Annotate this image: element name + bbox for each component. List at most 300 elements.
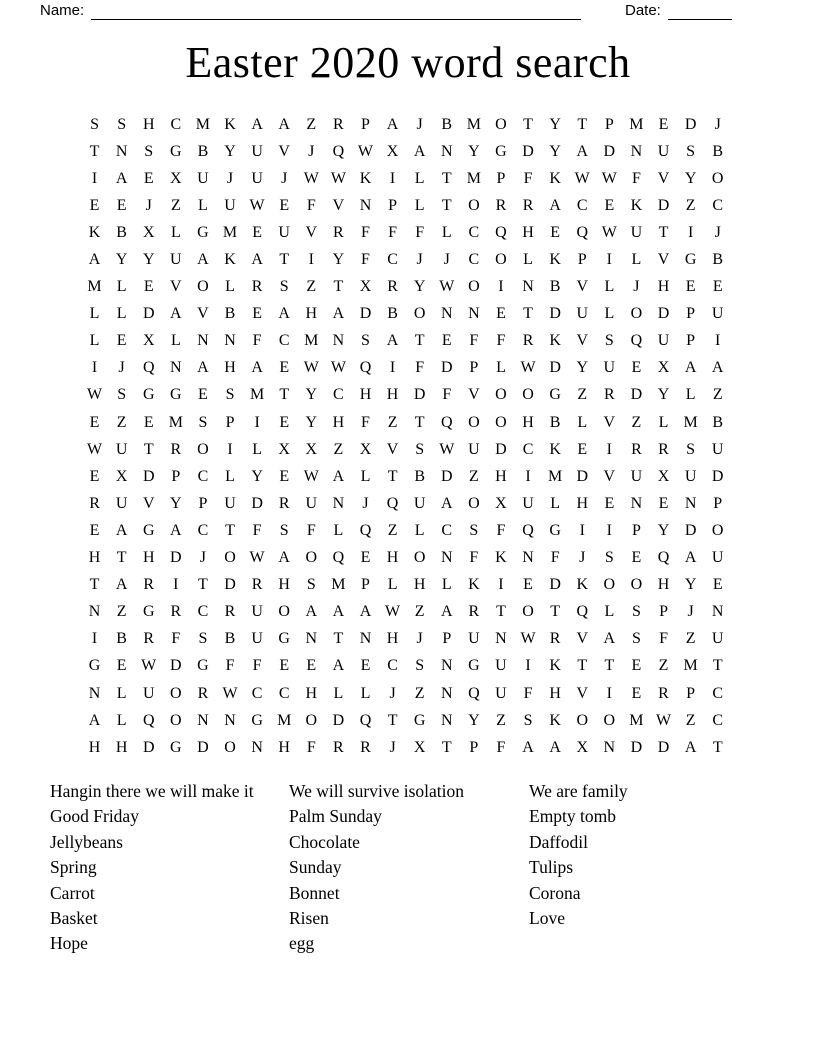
grid-cell: G <box>142 521 155 539</box>
grid-cell: V <box>386 440 399 458</box>
grid-cell: K <box>549 711 561 729</box>
grid-cell: A <box>684 549 697 567</box>
grid-cell: O <box>170 711 182 729</box>
grid-cell: Z <box>116 413 127 431</box>
grid-cell: N <box>440 711 453 729</box>
grid-cell: K <box>224 251 236 269</box>
grid-cell: A <box>549 738 561 756</box>
grid-cell: N <box>305 630 318 648</box>
grid-cell: V <box>576 332 589 350</box>
grid-cell: C <box>712 684 724 702</box>
grid-cell: L <box>604 278 615 296</box>
grid-cell: D <box>603 142 616 160</box>
grid-cell: E <box>712 278 723 296</box>
grid-cell: U <box>711 630 724 648</box>
grid-cell: T <box>279 251 290 269</box>
word-list-item: We will survive isolation <box>289 781 465 801</box>
grid-cell: Q <box>386 494 399 512</box>
grid-cell: T <box>441 169 452 187</box>
grid-cell: G <box>88 657 101 675</box>
word-list-item: Palm Sunday <box>289 806 382 827</box>
grid-cell: D <box>142 738 155 756</box>
grid-cell: P <box>686 305 696 323</box>
grid-cell: F <box>442 386 452 404</box>
grid-cell: M <box>222 223 238 241</box>
grid-cell: L <box>387 576 398 594</box>
grid-cell: N <box>332 332 345 350</box>
grid-cell: D <box>197 738 209 756</box>
grid-cell: I <box>389 359 396 377</box>
grid-cell: W <box>520 359 536 377</box>
grid-cell: Z <box>496 711 506 729</box>
grid-cell: F <box>469 332 479 350</box>
grid-cell: A <box>278 549 290 567</box>
grid-cell: H <box>657 278 670 296</box>
grid-cell: R <box>333 223 344 241</box>
grid-cell: L <box>170 223 181 241</box>
grid-cell: T <box>387 467 398 485</box>
grid-cell: W <box>303 467 319 485</box>
grid-cell: W <box>141 657 157 675</box>
word-list-column <box>50 779 254 957</box>
grid-cell: B <box>549 278 561 296</box>
grid-cell: L <box>604 603 615 621</box>
grid-cell: O <box>495 413 507 431</box>
grid-cell: N <box>440 684 453 702</box>
grid-cell: R <box>522 332 534 350</box>
grid-cell: O <box>278 603 290 621</box>
grid-cell: T <box>712 738 723 756</box>
grid-cell: F <box>523 684 533 702</box>
grid-cell: Q <box>142 711 155 729</box>
grid-cell: V <box>576 630 589 648</box>
grid-cell: O <box>413 305 426 323</box>
grid-cell: E <box>198 386 208 404</box>
grid-cell: O <box>468 494 480 512</box>
grid-cell: O <box>711 521 724 539</box>
grid-cell: J <box>443 251 450 269</box>
grid-cell: E <box>143 278 154 296</box>
grid-cell: L <box>441 576 452 594</box>
grid-cell: Y <box>468 142 480 160</box>
grid-cell: E <box>116 196 127 214</box>
grid-cell: I <box>606 521 612 539</box>
grid-cell: C <box>170 115 182 133</box>
grid-cell: N <box>440 549 453 567</box>
grid-cell: O <box>197 440 209 458</box>
word-list-column <box>529 779 628 931</box>
grid-cell: F <box>415 223 425 241</box>
grid-cell: E <box>604 494 615 512</box>
grid-cell: L <box>604 305 615 323</box>
grid-cell: G <box>684 251 697 269</box>
grid-cell: U <box>224 494 236 512</box>
grid-cell: L <box>333 521 344 539</box>
grid-cell: W <box>357 142 374 160</box>
grid-cell: I <box>498 576 504 594</box>
grid-cell: S <box>686 142 696 160</box>
grid-cell: U <box>657 332 670 350</box>
grid-cell: I <box>606 440 612 458</box>
grid-cell: N <box>88 603 101 621</box>
grid-cell: P <box>361 115 370 133</box>
grid-cell: L <box>550 494 561 512</box>
grid-cell: S <box>604 332 614 350</box>
grid-cell: C <box>712 196 724 214</box>
grid-cell: I <box>308 251 314 269</box>
date-blank-line <box>668 3 732 20</box>
grid-cell: E <box>252 223 262 241</box>
grid-cell: A <box>332 603 345 621</box>
grid-cell: R <box>495 196 507 214</box>
grid-cell: F <box>361 413 370 431</box>
grid-cell: S <box>604 549 614 567</box>
grid-cell: H <box>522 413 534 431</box>
grid-cell: N <box>495 630 507 648</box>
grid-cell: E <box>279 196 290 214</box>
grid-cell: F <box>496 521 506 539</box>
grid-cell: V <box>657 251 670 269</box>
grid-cell: T <box>496 603 506 621</box>
grid-cell: Q <box>142 359 155 377</box>
grid-cell: N <box>440 657 453 675</box>
name-blank-line <box>91 3 581 20</box>
grid-cell: U <box>224 196 236 214</box>
grid-cell: T <box>198 576 208 594</box>
grid-cell: E <box>279 467 290 485</box>
grid-cell: E <box>631 684 642 702</box>
grid-cell: U <box>576 305 589 323</box>
grid-cell: Z <box>306 115 317 133</box>
grid-cell: R <box>251 576 263 594</box>
grid-cell: A <box>684 359 697 377</box>
grid-cell: U <box>251 603 263 621</box>
grid-cell: D <box>170 549 182 567</box>
grid-cell: D <box>142 467 155 485</box>
grid-cell: U <box>684 467 697 485</box>
grid-cell: L <box>631 251 642 269</box>
grid-cell: W <box>439 278 455 296</box>
grid-cell: P <box>659 603 668 621</box>
grid-cell: E <box>279 413 290 431</box>
grid-cell: Q <box>495 223 507 241</box>
grid-cell: W <box>520 630 536 648</box>
grid-cell: S <box>279 521 289 539</box>
grid-cell: G <box>197 657 209 675</box>
grid-cell: O <box>170 684 182 702</box>
grid-cell: T <box>577 115 588 133</box>
grid-cell: H <box>332 413 345 431</box>
grid-cell: I <box>687 223 694 241</box>
grid-cell: W <box>601 169 617 187</box>
grid-cell: U <box>170 251 182 269</box>
grid-cell: G <box>413 711 426 729</box>
grid-cell: Y <box>413 278 426 296</box>
grid-cell: Z <box>712 386 723 404</box>
grid-cell: Y <box>305 386 318 404</box>
grid-cell: S <box>279 278 289 296</box>
grid-cell: U <box>115 494 128 512</box>
grid-cell: X <box>142 223 155 241</box>
word-list <box>0 779 816 964</box>
grid-cell: L <box>225 467 235 485</box>
grid-cell: W <box>655 711 672 729</box>
grid-cell: W <box>86 440 103 458</box>
grid-cell: C <box>576 196 588 214</box>
word-list-item: Spring <box>50 857 97 878</box>
grid-cell: F <box>550 549 560 567</box>
grid-cell: U <box>495 684 507 702</box>
grid-cell: J <box>389 738 396 756</box>
grid-cell: E <box>89 467 100 485</box>
grid-cell: Q <box>576 223 589 241</box>
grid-cell: S <box>686 440 696 458</box>
grid-cell: Y <box>332 251 345 269</box>
grid-cell: X <box>278 440 290 458</box>
grid-cell: W <box>249 549 265 567</box>
grid-cell: U <box>251 169 263 187</box>
grid-cell: F <box>361 251 370 269</box>
word-list-item: Good Friday <box>50 806 139 827</box>
grid-cell: K <box>224 115 236 133</box>
grid-cell: U <box>630 223 643 241</box>
grid-cell: B <box>116 223 127 241</box>
grid-cell: C <box>468 223 480 241</box>
grid-cell: Z <box>685 196 696 214</box>
grid-cell: N <box>197 332 209 350</box>
grid-cell: T <box>89 142 100 160</box>
grid-cell: D <box>522 142 534 160</box>
grid-cell: J <box>714 223 721 241</box>
grid-cell: O <box>603 711 616 729</box>
grid-cell: W <box>86 386 103 404</box>
grid-cell: T <box>441 738 452 756</box>
grid-cell: D <box>495 440 507 458</box>
word-list-item: Sunday <box>289 857 342 878</box>
grid-cell: J <box>416 630 423 648</box>
grid-cell: U <box>495 657 507 675</box>
grid-cell: O <box>576 711 589 729</box>
grid-cell: A <box>386 115 399 133</box>
grid-cell: E <box>306 657 317 675</box>
grid-cell: W <box>601 223 617 241</box>
grid-cell: A <box>88 711 101 729</box>
grid-cell: X <box>170 169 182 187</box>
grid-cell: T <box>523 115 533 133</box>
grid-cell: H <box>305 684 318 702</box>
grid-cell: A <box>115 521 128 539</box>
grid-cell: I <box>227 440 233 458</box>
grid-cell: N <box>522 278 534 296</box>
grid-cell: A <box>88 251 101 269</box>
grid-cell: J <box>389 684 396 702</box>
grid-cell: U <box>657 142 670 160</box>
grid-cell: B <box>197 142 209 160</box>
grid-cell: L <box>685 386 696 404</box>
grid-cell: Q <box>332 549 345 567</box>
grid-cell: I <box>606 684 612 702</box>
grid-cell: B <box>712 142 724 160</box>
grid-cell: E <box>550 223 561 241</box>
grid-cell: D <box>576 467 589 485</box>
grid-cell: A <box>115 576 128 594</box>
grid-cell: E <box>712 576 723 594</box>
grid-cell: X <box>359 278 372 296</box>
grid-cell: I <box>91 630 98 648</box>
grid-cell: X <box>657 467 670 485</box>
grid-cell: I <box>173 576 179 594</box>
grid-cell: U <box>468 440 480 458</box>
header-row <box>40 1 776 21</box>
grid-cell: U <box>278 223 290 241</box>
grid-cell: M <box>466 169 481 187</box>
grid-cell: F <box>252 521 262 539</box>
grid-cell: N <box>197 711 209 729</box>
grid-cell: U <box>711 549 724 567</box>
grid-cell: B <box>549 413 561 431</box>
grid-cell: L <box>116 278 127 296</box>
grid-cell: D <box>684 115 697 133</box>
grid-cell: A <box>332 305 345 323</box>
grid-cell: A <box>278 115 290 133</box>
grid-cell: S <box>117 115 127 133</box>
grid-cell: E <box>143 169 154 187</box>
grid-cell: L <box>89 332 100 350</box>
grid-cell: L <box>116 684 127 702</box>
grid-cell: Q <box>657 549 670 567</box>
grid-cell: E <box>89 521 100 539</box>
grid-cell: D <box>359 305 372 323</box>
word-list-item: Tulips <box>529 857 574 878</box>
grid-cell: A <box>549 196 561 214</box>
grid-cell: H <box>386 630 399 648</box>
grid-cell: L <box>116 305 127 323</box>
grid-cell: A <box>684 738 697 756</box>
grid-cell: P <box>225 413 235 431</box>
grid-cell: V <box>468 386 480 404</box>
grid-cell: N <box>251 738 263 756</box>
grid-cell: P <box>171 467 181 485</box>
grid-cell: F <box>496 332 506 350</box>
grid-cell: E <box>116 657 127 675</box>
grid-cell: M <box>629 115 644 133</box>
grid-cell: O <box>197 278 209 296</box>
grid-cell: S <box>415 657 425 675</box>
grid-cell: D <box>711 467 724 485</box>
grid-cell: E <box>279 359 290 377</box>
grid-cell: A <box>197 359 209 377</box>
grid-cell: V <box>603 467 616 485</box>
grid-cell: A <box>251 251 263 269</box>
grid-cell: F <box>469 549 479 567</box>
grid-cell: V <box>657 169 670 187</box>
grid-cell: D <box>684 521 697 539</box>
grid-cell: E <box>658 494 669 512</box>
grid-cell: O <box>413 549 426 567</box>
grid-cell: A <box>576 142 589 160</box>
grid-cell: P <box>604 115 614 133</box>
grid-cell: T <box>604 657 615 675</box>
grid-cell: B <box>414 467 425 485</box>
word-list-item: Empty tomb <box>529 806 617 827</box>
grid-cell: X <box>359 440 372 458</box>
grid-cell: Z <box>387 521 398 539</box>
grid-cell: I <box>715 332 721 350</box>
grid-cell: C <box>278 684 290 702</box>
grid-cell: M <box>304 332 319 350</box>
grid-cell: A <box>413 142 426 160</box>
grid-cell: G <box>142 386 155 404</box>
grid-cell: B <box>387 305 398 323</box>
grid-cell: T <box>143 440 154 458</box>
grid-cell: G <box>170 386 182 404</box>
grid-cell: G <box>495 142 507 160</box>
grid-cell: H <box>576 494 589 512</box>
grid-cell: Y <box>576 359 589 377</box>
grid-cell: Z <box>685 711 696 729</box>
grid-cell: O <box>522 603 534 621</box>
grid-cell: Q <box>576 603 589 621</box>
grid-cell: F <box>252 657 262 675</box>
grid-cell: V <box>576 278 589 296</box>
grid-cell: E <box>116 332 127 350</box>
grid-cell: X <box>576 738 589 756</box>
grid-cell: N <box>630 494 643 512</box>
grid-cell: R <box>360 738 371 756</box>
grid-cell: X <box>495 494 507 512</box>
grid-cell: G <box>278 630 290 648</box>
grid-cell: U <box>468 630 480 648</box>
grid-cell: M <box>168 413 183 431</box>
grid-cell: M <box>277 711 292 729</box>
grid-cell: F <box>306 196 316 214</box>
grid-cell: G <box>251 711 263 729</box>
grid-cell: P <box>631 521 641 539</box>
grid-cell: B <box>224 305 236 323</box>
grid-cell: Z <box>658 657 669 675</box>
grid-cell: E <box>143 413 154 431</box>
grid-cell: J <box>281 169 288 187</box>
grid-cell: I <box>254 413 260 431</box>
grid-cell: S <box>306 576 316 594</box>
grid-cell: Y <box>657 521 670 539</box>
grid-cell: I <box>91 169 98 187</box>
word-list-item: Chocolate <box>289 831 360 852</box>
grid-cell: E <box>577 440 588 458</box>
grid-cell: G <box>549 521 561 539</box>
grid-cell: K <box>359 169 372 187</box>
grid-cell: A <box>603 630 616 648</box>
grid-cell: T <box>523 305 533 323</box>
grid-cell: N <box>359 630 372 648</box>
grid-cell: E <box>631 359 642 377</box>
grid-cell: S <box>469 521 479 539</box>
grid-cell: P <box>686 684 696 702</box>
grid-cell: D <box>657 305 670 323</box>
grid-cell: P <box>469 738 479 756</box>
word-list-item: egg <box>289 933 315 954</box>
grid-cell: O <box>630 576 643 594</box>
grid-cell: S <box>523 711 533 729</box>
grid-cell: K <box>549 440 561 458</box>
grid-cell: Y <box>549 115 561 133</box>
grid-cell: H <box>88 549 101 567</box>
grid-cell: N <box>332 494 345 512</box>
grid-cell: O <box>224 738 236 756</box>
grid-cell: U <box>711 440 724 458</box>
grid-cell: C <box>712 711 724 729</box>
grid-cell: R <box>170 440 182 458</box>
